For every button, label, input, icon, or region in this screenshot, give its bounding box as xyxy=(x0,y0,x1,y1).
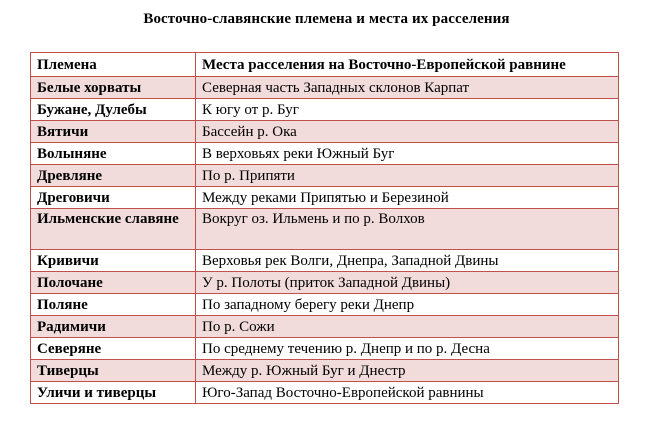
tribe-name: Волыняне xyxy=(31,143,196,165)
tribe-location: По р. Сожи xyxy=(196,316,619,338)
tribe-name: Вятичи xyxy=(31,121,196,143)
tribe-location: Верховья рек Волги, Днепра, Западной Двины xyxy=(196,250,619,272)
tribe-name: Кривичи xyxy=(31,250,196,272)
table-row xyxy=(31,99,619,121)
tribe-name: Древляне xyxy=(31,165,196,187)
tribe-location: В верховьях реки Южный Буг xyxy=(196,143,619,165)
tribe-location: Бассейн р. Ока xyxy=(196,121,619,143)
tribe-location: Между реками Припятью и Березиной xyxy=(196,187,619,209)
tribe-name: Белые хорваты xyxy=(31,77,196,99)
tribe-name: Полочане xyxy=(31,272,196,294)
tribe-location: У р. Полоты (приток Западной Двины) xyxy=(196,272,619,294)
table-row xyxy=(31,209,619,250)
table-row xyxy=(31,165,619,187)
table-row xyxy=(31,294,619,316)
table-row xyxy=(31,143,619,165)
table-header-row xyxy=(31,53,619,77)
column-header-location: Места расселения на Восточно-Европейской равнине xyxy=(196,53,619,77)
table-row xyxy=(31,360,619,382)
table-row xyxy=(31,272,619,294)
tribe-name: Ильменские славяне xyxy=(31,209,196,250)
table-row xyxy=(31,382,619,404)
tribe-location: По р. Припяти xyxy=(196,165,619,187)
table-row xyxy=(31,187,619,209)
table-row xyxy=(31,77,619,99)
table-row xyxy=(31,121,619,143)
tribe-name: Северяне xyxy=(31,338,196,360)
document-title: Восточно-славянские племена и места их расселения xyxy=(143,11,510,27)
tribe-location: По западному берегу реки Днепр xyxy=(196,294,619,316)
table-row xyxy=(31,250,619,272)
tribe-location: Северная часть Западных склонов Карпат xyxy=(196,77,619,99)
tribe-location: Между р. Южный Буг и Днестр xyxy=(196,360,619,382)
tribe-location: Юго-Запад Восточно-Европейской равнины xyxy=(196,382,619,404)
column-header-tribe: Племена xyxy=(31,53,196,77)
tribe-name: Тиверцы xyxy=(31,360,196,382)
tribes-table xyxy=(30,52,619,404)
tribe-name: Дреговичи xyxy=(31,187,196,209)
table-row xyxy=(31,316,619,338)
table-row xyxy=(31,338,619,360)
tribe-location: Вокруг оз. Ильмень и по р. Волхов xyxy=(196,209,619,250)
tribe-location: По среднему течению р. Днепр и по р. Десна xyxy=(196,338,619,360)
tribe-name: Радимичи xyxy=(31,316,196,338)
tribe-name: Поляне xyxy=(31,294,196,316)
tribe-name: Уличи и тиверцы xyxy=(31,382,196,404)
tribe-location: К югу от р. Буг xyxy=(196,99,619,121)
tribe-name: Бужане, Дулебы xyxy=(31,99,196,121)
